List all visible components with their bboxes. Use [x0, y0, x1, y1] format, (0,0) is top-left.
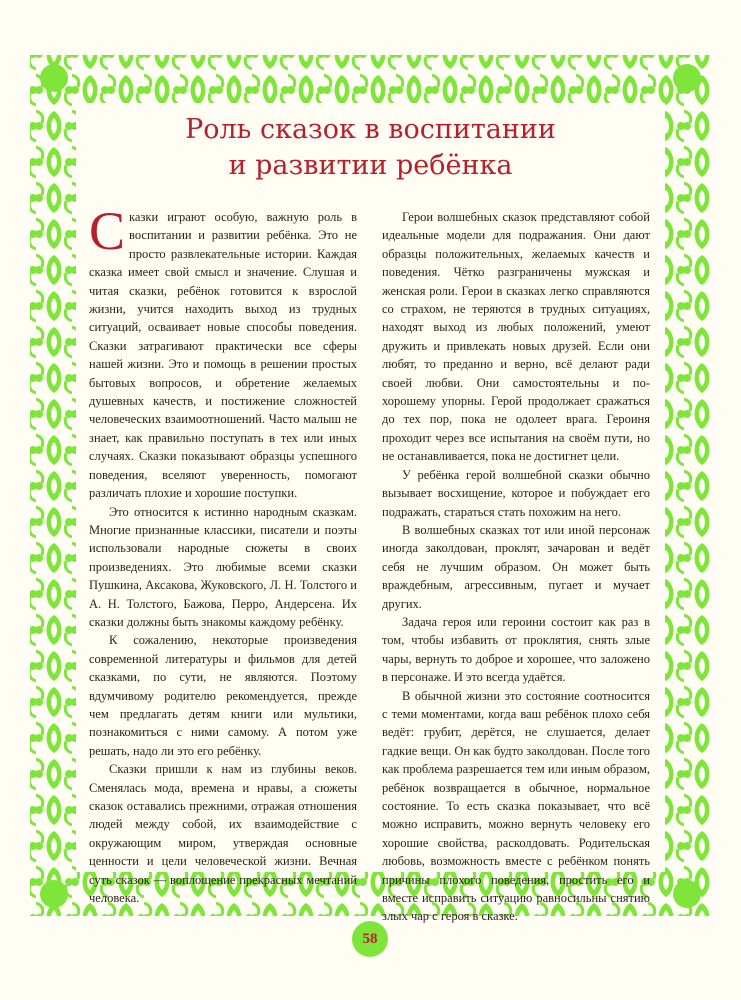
paragraph: Сказки пришли к нам из глубины веков. Сменялась мода, времена и нравы, а сюжеты сказок оставались прежними, отражая отношения людей между собой, их взаимодействие с окружающим миром, утверждая основные ценности и цели человеческой жизни. Вечная суть сказок — воплощение прекрасных мечтаний человека. [89, 762, 357, 906]
paragraph: Это относится к истинно народным сказкам. Многие признанные классики, писатели и поэты использовали народные сюжеты в своих произведениях. Это любимые всеми сказки Пушкина, Аксакова, Жуковского, Л. Н. Толстого и А. Н. Толстого, Бажова, Перро, Андерсена. Их сказки должны быть знакомы каждому ребёнку. [89, 504, 357, 629]
paragraph: К сожалению, некоторые произведения современной литературы и фильмов для детей сказками, по сути, не являются. Поэтому вдумчивому родителю рекомендуется, прежде чем предлагать детям книги или мультики, познакомиться с ними самому. А потом уже решать, надо ли это его ребёнку. [89, 633, 357, 758]
paragraph: Герои волшебных сказок представляют собой идеальные модели для подражания. Они дают образцы положительных, желаемых качеств и поведения. Чётко разграничены мужская и женская роли. Герои в сказках легко справляются со страхом, не теряются в трудных ситуациях, находят выход из любых положений, умеют дружить и привлекать новых друзей. Если они любят, то преданно и верно, всё делают ради своей любви. Они самостоятельны и по-хорошему упорны. Герой продолжает сражаться до тех пор, пока не одолеет врага. Героиня проходит через все испытания на своём пути, но не останавливается, пока не достигнет цели. [382, 210, 650, 464]
paragraph: У ребёнка герой волшебной сказки обычно вызывает восхищение, которое и побуждает его подражать, стараться стать похожим на него. [382, 467, 650, 519]
paragraph: Задача героя или героини состоит как раз в том, чтобы избавить от проклятия, снять злые чары, вернуть то доброе и хорошее, что заложено в персонаже. И это всегда удаётся. [382, 614, 650, 685]
drop-cap: С [89, 201, 126, 261]
title-line-2: и развитии ребёнка [228, 150, 513, 181]
paragraph [89, 201, 357, 503]
paragraph: В волшебных сказках тот или иной персонаж иногда заколдован, проклят, зачарован и ведёт себя не лучшим образом. Он может быть враждебным, агрессивным, пугает и мучает других. [382, 522, 650, 611]
right-text-column [382, 208, 650, 926]
page-title [88, 112, 653, 184]
paragraph: В обычной жизни это состояние соотносится с теми моментами, когда ваш ребёнок плохо себя ведёт: грубит, дерётся, не слушается, делает гадкие вещи. Он как будто заколдован. После того как проблема разрешается тем или иным образом, ребёнок возвращается в обычное, нормальное состояние. То есть сказка показывает, что всё можно исправить, можно вернуть человеку его хорошие свойства, расколдовать. Родительская любовь, возможность вместе с ребёнком понять причины плохого поведения, простить его и вместе исправить ситуацию равносильны снятию злых чар с героя в сказке. [382, 688, 651, 924]
page-number: 58 [352, 921, 388, 957]
title-line-1: Роль сказок в воспитании [185, 114, 556, 145]
left-text-column [89, 201, 357, 907]
paragraph-text: казки играют особую, важную роль в воспитании и развитии ребёнка. Это не просто развлекательные истории. Каждая сказка имеет свой смысл и значение. Слушая и читая сказки, ребёнок готовится к взрослой жизни, учится находить выход из трудных ситуаций, осваивает новые способы поведения. Сказки затрагивают практически все сферы нашей жизни. Это и помощь в решении простых бытовых вопросов, и обретение желаемых душевных качеств, и постижение сложностей человеческих взаимоотношений. Часто малыш не знает, как правильно поступать в тех или иных случаях. Сказки показывают образцы успешного поведения, вселяют уверенность, помогают различать плохие и хорошие поступки. [89, 210, 357, 501]
